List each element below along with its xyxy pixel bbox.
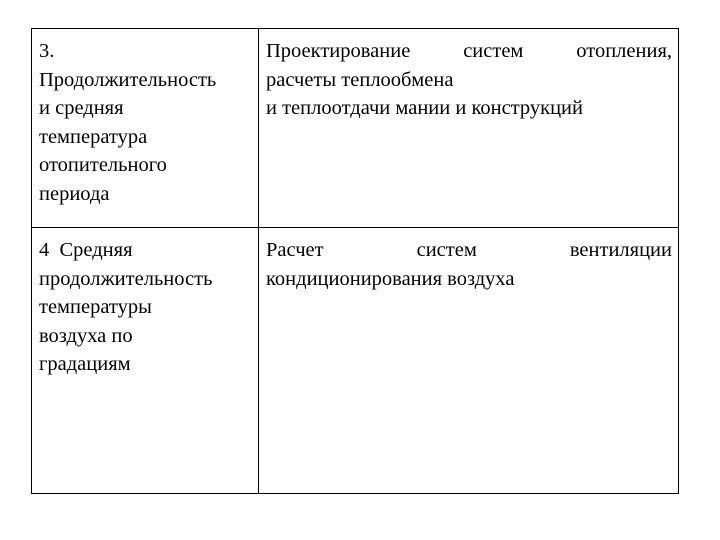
text-line: воздуха по: [39, 324, 133, 347]
document-table: [31, 28, 679, 494]
cell-application-4: [259, 228, 679, 494]
text-line: расчеты теплообмена: [266, 68, 454, 91]
table-row: [32, 29, 679, 228]
text-line: Проектирование систем отопления,: [266, 40, 672, 62]
text-line: градациям: [39, 353, 131, 376]
text-line: и теплоотдачи мании и конструкций: [266, 97, 583, 119]
text-line: Расчет систем вентиляции: [266, 239, 672, 262]
cell-text: [39, 236, 252, 379]
text-line: и средняя: [39, 97, 124, 119]
cell-text: [39, 37, 252, 208]
cell-topic-4: [32, 228, 259, 494]
text-line: 4 Средняя: [39, 239, 133, 262]
cell-text: [266, 37, 672, 123]
text-line: 3.: [39, 40, 55, 62]
cell-topic-3: [32, 29, 259, 228]
text-line: Продолжительность: [39, 68, 217, 91]
text-line: температуры: [39, 296, 152, 319]
text-line: продолжительность: [39, 267, 213, 290]
cell-text: [266, 236, 672, 293]
text-line: отопительного: [39, 154, 167, 176]
table-row: [32, 228, 679, 494]
text-line: периода: [39, 182, 110, 205]
text-line: температура: [39, 125, 148, 148]
cell-application-3: [259, 29, 679, 228]
text-line: кондиционирования воздуха: [266, 267, 515, 290]
